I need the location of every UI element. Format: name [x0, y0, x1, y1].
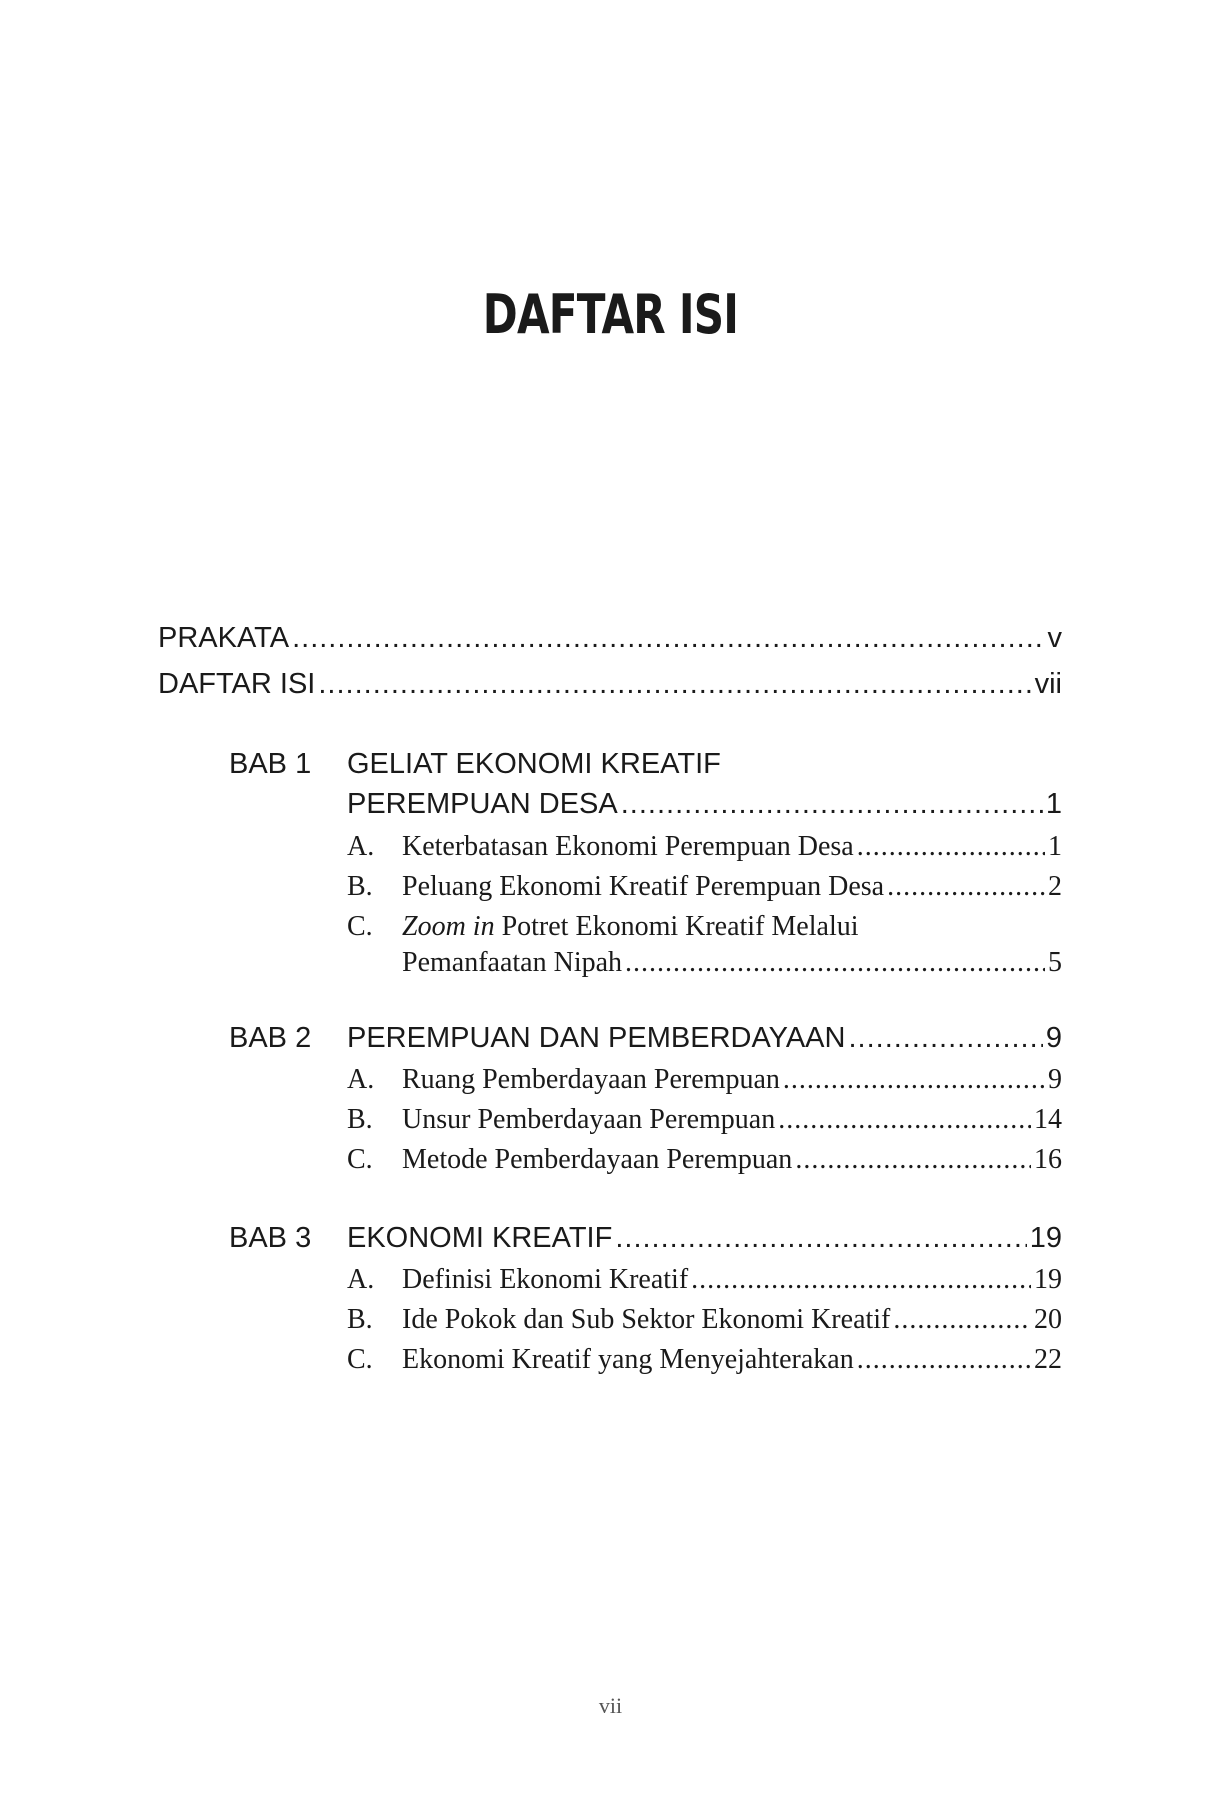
section-letter: A.	[347, 1064, 375, 1095]
toc-entry-page: vii	[1034, 668, 1062, 700]
dot-leader	[848, 1022, 1042, 1055]
chapter-title[interactable]	[347, 1222, 1062, 1255]
dot-leader	[887, 871, 1045, 903]
chapter-title[interactable]: GELIAT EKONOMI KREATIF	[347, 748, 721, 780]
chapter-title[interactable]	[347, 1022, 1062, 1055]
section-title-line1[interactable]	[402, 911, 859, 943]
chapter-page: 9	[1045, 1022, 1062, 1054]
toc-entry-page: v	[1047, 622, 1062, 654]
section-letter: B.	[347, 871, 373, 902]
toc-section[interactable]	[402, 1064, 1062, 1096]
section-page: 14	[1034, 1104, 1062, 1135]
section-letter: C.	[347, 1144, 373, 1175]
chapter-title-line2[interactable]	[347, 788, 1062, 821]
toc-section[interactable]	[402, 1144, 1062, 1176]
chapter-title-label: EKONOMI KREATIF	[347, 1222, 613, 1254]
toc-entry-label: DAFTAR ISI	[158, 668, 316, 700]
section-letter: A.	[347, 831, 375, 862]
toc-section[interactable]	[402, 947, 1062, 979]
section-page: 20	[1034, 1304, 1062, 1335]
section-title: Definisi Ekonomi Kreatif	[402, 1264, 689, 1295]
section-letter: B.	[347, 1304, 373, 1335]
section-title: Ekonomi Kreatif yang Menyejahterakan	[402, 1344, 854, 1375]
section-page: 5	[1048, 947, 1062, 978]
dot-leader	[615, 1222, 1026, 1255]
toc-section[interactable]	[402, 871, 1062, 903]
dot-leader	[795, 1144, 1031, 1176]
section-page: 16	[1034, 1144, 1062, 1175]
section-letter: B.	[347, 1104, 373, 1135]
section-page: 2	[1048, 871, 1062, 902]
chapter-number: BAB 1	[229, 748, 312, 780]
section-page: 19	[1034, 1264, 1062, 1295]
dot-leader	[318, 668, 1031, 701]
dot-leader	[783, 1064, 1045, 1096]
dot-leader	[621, 788, 1043, 821]
section-page: 22	[1034, 1344, 1062, 1375]
section-page: 1	[1048, 831, 1062, 862]
dot-leader	[292, 622, 1044, 655]
chapter-page: 1	[1045, 788, 1062, 820]
chapter-title-label: PEREMPUAN DAN PEMBERDAYAAN	[347, 1022, 846, 1054]
dot-leader	[691, 1264, 1031, 1296]
section-title-rest: Potret Ekonomi Kreatif Melalui	[494, 911, 859, 942]
toc-section[interactable]	[402, 1344, 1062, 1376]
section-title-italic: Zoom in	[402, 911, 495, 942]
section-title: Metode Pemberdayaan Perempuan	[402, 1144, 793, 1175]
chapter-number: BAB 2	[229, 1022, 312, 1054]
dot-leader	[857, 1344, 1031, 1376]
dot-leader	[893, 1304, 1031, 1336]
toc-section[interactable]	[402, 1264, 1062, 1296]
chapter-number: BAB 3	[229, 1222, 312, 1254]
toc-entry-label: PRAKATA	[158, 622, 290, 654]
dot-leader	[625, 947, 1045, 979]
toc-entry-prakata[interactable]	[158, 622, 1062, 655]
toc-entry-daftar-isi[interactable]	[158, 668, 1062, 701]
section-title: Ruang Pemberdayaan Perempuan	[402, 1064, 780, 1095]
chapter-page: 19	[1029, 1222, 1062, 1254]
dot-leader	[778, 1104, 1031, 1136]
section-title: Ide Pokok dan Sub Sektor Ekonomi Kreatif	[402, 1304, 891, 1335]
page-title: DAFTAR ISI	[482, 283, 739, 346]
section-letter: C.	[347, 1344, 373, 1375]
page-number: vii	[598, 1693, 623, 1718]
toc-section[interactable]	[402, 1104, 1062, 1136]
section-letter: C.	[347, 911, 373, 942]
toc-section[interactable]	[402, 831, 1062, 863]
section-title: Pemanfaatan Nipah	[402, 947, 623, 978]
section-page: 9	[1048, 1064, 1062, 1095]
section-title: Keterbatasan Ekonomi Perempuan Desa	[402, 831, 854, 862]
dot-leader	[857, 831, 1045, 863]
section-letter: A.	[347, 1264, 375, 1295]
section-title: Peluang Ekonomi Kreatif Perempuan Desa	[402, 871, 885, 902]
section-title: Unsur Pemberdayaan Perempuan	[402, 1104, 776, 1135]
toc-section[interactable]	[402, 1304, 1062, 1336]
chapter-title-label: PEREMPUAN DESA	[347, 788, 618, 820]
